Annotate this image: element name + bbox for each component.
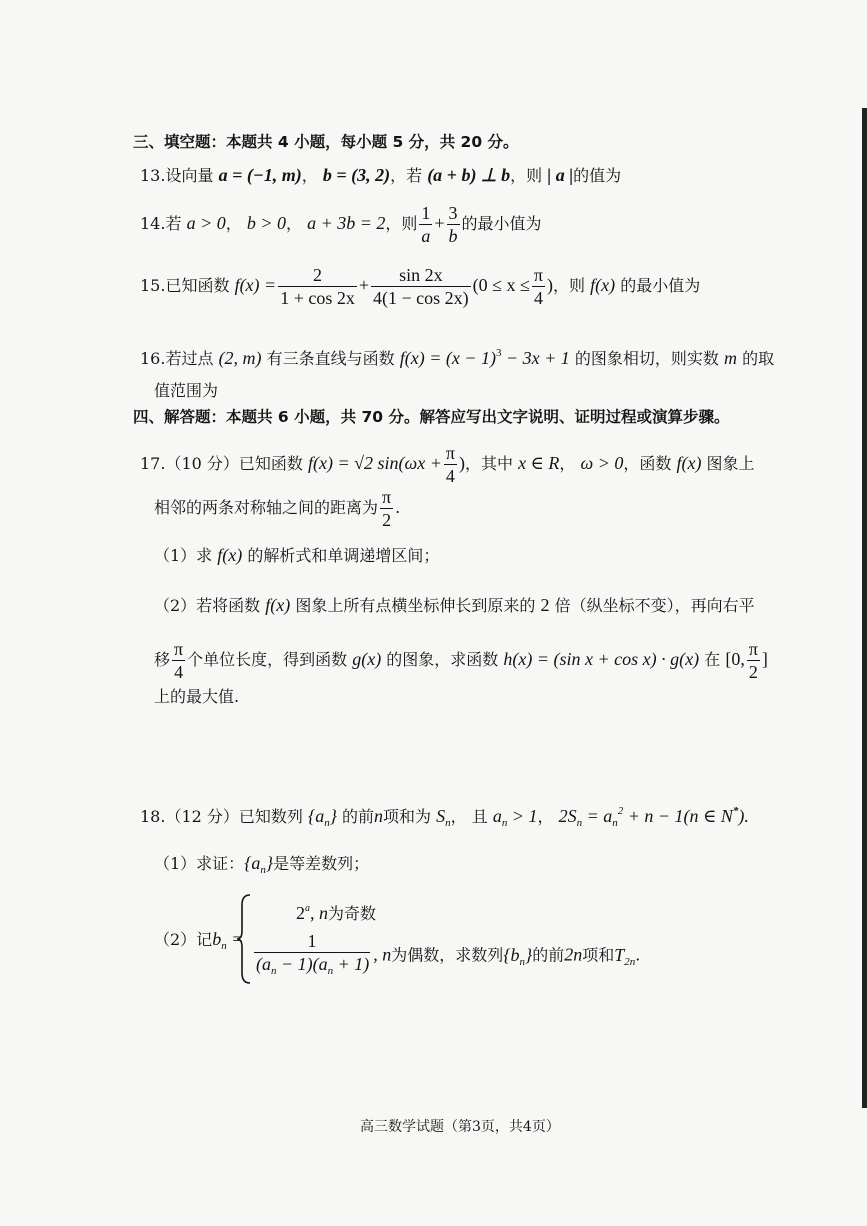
q18-eq-star: * bbox=[732, 805, 739, 817]
q18-p2-seq-sub: n bbox=[519, 955, 526, 968]
q17-p2-c: 倍（纵坐标不变），再向右平 bbox=[554, 596, 755, 615]
q17-line2-text: 相邻的两条对称轴之间的距离为 bbox=[154, 498, 379, 517]
q18-case-2 bbox=[252, 930, 640, 982]
q18-seq-a: {a bbox=[308, 806, 325, 826]
q17-interval-close: ] bbox=[761, 649, 768, 669]
q17-p3-gx: g(x) bbox=[352, 649, 382, 669]
q17-fx-2: f(x) bbox=[676, 453, 702, 473]
scan-edge bbox=[862, 108, 867, 1108]
q17-cond-2: ω > 0 bbox=[580, 453, 624, 473]
q17-fx: f(x) = √2 sin(ωx + bbox=[308, 453, 442, 473]
q14-frac2-numerator: 3 bbox=[448, 203, 458, 223]
q17-p3-hx: h(x) = (sin x + cos x) · g(x) bbox=[503, 649, 700, 669]
q14-text-1: 若 bbox=[165, 214, 182, 233]
q17-text-1: ，其中 bbox=[464, 454, 513, 473]
q18-cond-sub: n bbox=[501, 817, 508, 829]
q16-m: m bbox=[724, 348, 738, 368]
q18-eq-a-sub: n bbox=[612, 817, 618, 829]
q18-n: n bbox=[374, 806, 384, 826]
q16-text-3: 的图象相切，则实数 bbox=[574, 349, 719, 368]
q18-case2-den-a: (a bbox=[256, 954, 271, 974]
q15-frac1-denominator: 1 + cos 2x bbox=[280, 288, 355, 308]
q17-number: 17. bbox=[140, 454, 166, 473]
question-13 bbox=[140, 164, 621, 187]
q18-case2-num: 1 bbox=[254, 930, 370, 953]
q15-frac1-numerator: 2 bbox=[278, 264, 357, 287]
q17-p3-c: 的图象，求函数 bbox=[386, 650, 499, 669]
q13-text-1: 设向量 bbox=[165, 166, 214, 185]
q17-pi-2: π bbox=[382, 487, 392, 507]
q15-text-3: 的最小值为 bbox=[620, 276, 701, 295]
q16-text-1: 若过点 bbox=[165, 349, 214, 368]
q17-p1-a: （1）求 bbox=[154, 546, 213, 565]
q18-p1-seq-close: } bbox=[265, 853, 274, 873]
q17-pi-over-4-b bbox=[172, 638, 185, 683]
q15-pi-over-4 bbox=[532, 264, 545, 309]
q17-pi-over-2 bbox=[380, 486, 393, 531]
q17-two: 2 bbox=[382, 510, 392, 530]
q15-text-2: ，则 bbox=[553, 276, 586, 295]
question-16 bbox=[140, 342, 774, 370]
q13-perp: (a + b) ⊥ b bbox=[427, 165, 511, 185]
q13-number: 13. bbox=[140, 166, 166, 185]
q18-p2-d: 项和 bbox=[582, 945, 615, 965]
q14-frac1-numerator: 1 bbox=[421, 203, 431, 223]
q17-four: 4 bbox=[445, 466, 455, 486]
q15-range-close: ) bbox=[547, 275, 553, 295]
q18-eq-a: = a bbox=[582, 806, 613, 826]
q18-eq-tail: + n − 1(n ∈ N bbox=[623, 806, 733, 826]
q18-number: 18. bbox=[140, 807, 166, 826]
q17-text-2: ，函数 bbox=[623, 454, 672, 473]
q18-seq-close: } bbox=[329, 806, 337, 826]
q18-p1-seq-sub: n bbox=[260, 864, 266, 876]
q18-case1-base: 2 bbox=[296, 903, 305, 923]
question-14: 14.若 a > 0， b > 0， a + 3b = 2，则 $\frac{1}{a}$ + $\frac{3}{b}$ 的最小值为 bbox=[140, 203, 542, 246]
q18-p2-seq bbox=[503, 944, 533, 968]
q18-text-2: 项和为 bbox=[383, 807, 432, 826]
q16-exponent: 3 bbox=[496, 347, 502, 359]
q18-seq-sub: n bbox=[324, 817, 330, 829]
q14-cond-2: b > 0 bbox=[246, 213, 286, 233]
q15-pi: π bbox=[533, 265, 543, 285]
q17-pi-4: π bbox=[748, 639, 758, 659]
q17-part-2-line-2 bbox=[154, 638, 768, 683]
q18-S-letter: S bbox=[436, 806, 446, 826]
q13-text-2: ， bbox=[301, 166, 318, 185]
q13-text-4: ，则 bbox=[510, 166, 543, 185]
q16-fx-tail: − 3x + 1 bbox=[501, 348, 570, 368]
q14-frac2-denominator: b bbox=[448, 226, 458, 246]
q17-p3-b: 个单位长度，得到函数 bbox=[187, 650, 348, 669]
q14-frac1-denominator: a bbox=[421, 226, 431, 246]
q17-text-3: 图象上 bbox=[706, 454, 755, 473]
q16-line-2: 值范围为 bbox=[154, 381, 219, 400]
q14-fraction-1 bbox=[419, 202, 432, 247]
q18-p2-seq-close: } bbox=[525, 944, 533, 965]
q18-p1-seq-a: {a bbox=[244, 853, 261, 873]
q18-cond-a: a bbox=[492, 806, 502, 826]
q15-fraction-2 bbox=[371, 264, 471, 309]
q18-S bbox=[436, 806, 451, 829]
q18-case1-n: , n bbox=[310, 903, 328, 923]
q17-four-b: 4 bbox=[174, 662, 184, 682]
q18-case2-den bbox=[254, 953, 371, 982]
q15-number: 15. bbox=[140, 276, 166, 295]
q18-p1-b: 是等差数列； bbox=[273, 854, 370, 873]
q17-dot: . bbox=[395, 498, 401, 517]
q17-p3-d: 在 bbox=[704, 650, 721, 669]
q18-p2-a: （2）记 bbox=[154, 930, 213, 949]
q18-bn-sub: n bbox=[221, 940, 227, 952]
q18-eq-close: ). bbox=[738, 806, 749, 826]
q13-abs: | a | bbox=[547, 165, 574, 185]
q18-p2-2n: 2n bbox=[564, 944, 583, 965]
q14-plus: + bbox=[434, 213, 445, 233]
q18-seq bbox=[308, 806, 337, 829]
question-18 bbox=[140, 800, 749, 834]
q18-case-1 bbox=[296, 898, 376, 925]
q17-part-1 bbox=[154, 544, 439, 567]
q18-eq-sub: n bbox=[576, 817, 583, 829]
q18-case1-exp: a bbox=[305, 903, 310, 914]
q17-sep: ， bbox=[559, 454, 576, 473]
q18-eq bbox=[558, 805, 749, 829]
question-15 bbox=[140, 264, 700, 309]
q17-p2-a: （2）若将函数 bbox=[154, 596, 261, 615]
q18-case1-text: 为奇数 bbox=[328, 904, 377, 923]
question-17 bbox=[140, 442, 755, 487]
q13-vector-a: a = (−1, m) bbox=[218, 165, 302, 185]
q18-p1-seq bbox=[244, 853, 274, 876]
q18-eq-2S: 2S bbox=[558, 806, 577, 826]
q17-p1-b: 的解析式和单调递增区间； bbox=[247, 546, 440, 565]
q15-fx: f(x) = bbox=[234, 275, 277, 295]
q15-plus: + bbox=[358, 275, 369, 295]
q17-p2-two: 2 bbox=[540, 595, 550, 615]
q15-fraction-1 bbox=[278, 264, 357, 309]
q17-cond-1: x ∈ R bbox=[518, 453, 560, 473]
section-3-title: 三、填空题：本题共 4 小题，每小题 5 分，共 20 分。 bbox=[133, 133, 519, 151]
page-footer: 高三数学试题（第3页，共4页） bbox=[360, 1119, 560, 1135]
q18-part-2-label bbox=[154, 928, 243, 957]
q16-point: (2, m) bbox=[218, 348, 262, 368]
q16-text-2: 有三条直线与函数 bbox=[266, 349, 395, 368]
q17-two-b: 2 bbox=[748, 662, 758, 682]
q18-case2-den-sub: n bbox=[271, 965, 277, 977]
q18-p2-T-sub: 2n bbox=[624, 955, 636, 968]
q17-pi-over-4 bbox=[444, 442, 457, 487]
q15-four: 4 bbox=[533, 288, 543, 308]
q18-p2-c: 的前 bbox=[532, 945, 565, 965]
q13-vector-b: b = (3, 2) bbox=[322, 165, 391, 185]
q18-S-sub: n bbox=[445, 817, 451, 829]
q18-p1-a: （1）求证： bbox=[154, 854, 245, 873]
q15-fx-2: f(x) bbox=[590, 275, 616, 295]
q16-text-4: 的取 bbox=[742, 349, 775, 368]
q18-cond bbox=[492, 806, 538, 829]
q17-p1-fx: f(x) bbox=[217, 545, 243, 565]
q17-pi: π bbox=[445, 443, 455, 463]
q18-bn-b: b bbox=[212, 929, 222, 949]
q18-score: （12 分）已知数列 bbox=[165, 807, 303, 826]
q13-text-5: 的值为 bbox=[573, 166, 622, 185]
q15-frac2-numerator: sin 2x bbox=[371, 264, 471, 287]
q18-case2-text: 为偶数 bbox=[391, 945, 440, 965]
q17-line-2 bbox=[154, 486, 400, 531]
q14-cond-1: a > 0 bbox=[186, 213, 226, 233]
q18-cond-tail: > 1 bbox=[507, 806, 538, 826]
q14-cond-3: a + 3b = 2 bbox=[307, 213, 386, 233]
q18-case2-den-mid: − 1)(a bbox=[276, 954, 328, 974]
q17-p2-b: 图象上所有点横坐标伸长到原来的 bbox=[295, 596, 536, 615]
q18-piecewise-brace bbox=[236, 893, 252, 985]
q18-eq-sup: 2 bbox=[617, 805, 624, 817]
q18-p2-T bbox=[614, 944, 636, 968]
q17-pi-3: π bbox=[174, 639, 184, 659]
q14-fraction-2 bbox=[447, 202, 460, 247]
q16-fx: f(x) = (x − 1) bbox=[399, 348, 497, 368]
q18-text-1: 的前 bbox=[342, 807, 375, 826]
q17-close: ) bbox=[458, 453, 465, 473]
q18-case2-den-sub2: n bbox=[327, 965, 334, 977]
q17-score: （10 分）已知函数 bbox=[165, 454, 303, 473]
q15-range-open: (0 ≤ x ≤ bbox=[472, 275, 530, 295]
q17-line-last: 上的最大值. bbox=[154, 687, 240, 706]
q17-p3-a: 移 bbox=[154, 650, 171, 669]
q17-p2-fx: f(x) bbox=[265, 595, 291, 615]
q17-pi-over-2-b bbox=[747, 638, 760, 683]
q13-text-3: ，若 bbox=[390, 166, 423, 185]
q15-frac2-denominator: 4(1 − cos 2x) bbox=[373, 288, 469, 308]
q18-text-3: ， 且 bbox=[450, 807, 488, 826]
q18-p2-T-letter: T bbox=[614, 944, 625, 965]
q14-number: 14. bbox=[140, 214, 166, 233]
q17-part-2 bbox=[154, 594, 755, 617]
q18-p2-seq-b: {b bbox=[503, 944, 520, 965]
q18-case2-n: , n bbox=[373, 944, 392, 965]
q16-number: 16. bbox=[140, 349, 166, 368]
q17-interval-open: [0, bbox=[725, 649, 745, 669]
q18-part-1 bbox=[154, 852, 369, 881]
q18-case2-den-end: + 1) bbox=[333, 954, 370, 974]
q18-case2-fraction bbox=[254, 930, 371, 982]
q18-p2-dot: . bbox=[635, 945, 641, 965]
q15-text-1: 已知函数 bbox=[165, 276, 230, 295]
q18-bn-eq: = bbox=[226, 929, 244, 949]
section-4-title: 四、解答题：本题共 6 小题，共 70 分。解答应写出文字说明、证明过程或演算步骤。 bbox=[133, 408, 730, 426]
q18-p2-b: ，求数列 bbox=[439, 945, 504, 965]
q18-text-4: ， bbox=[537, 807, 554, 826]
q14-text-2: ，则 bbox=[385, 214, 418, 233]
q14-text-3: 的最小值为 bbox=[461, 214, 542, 233]
